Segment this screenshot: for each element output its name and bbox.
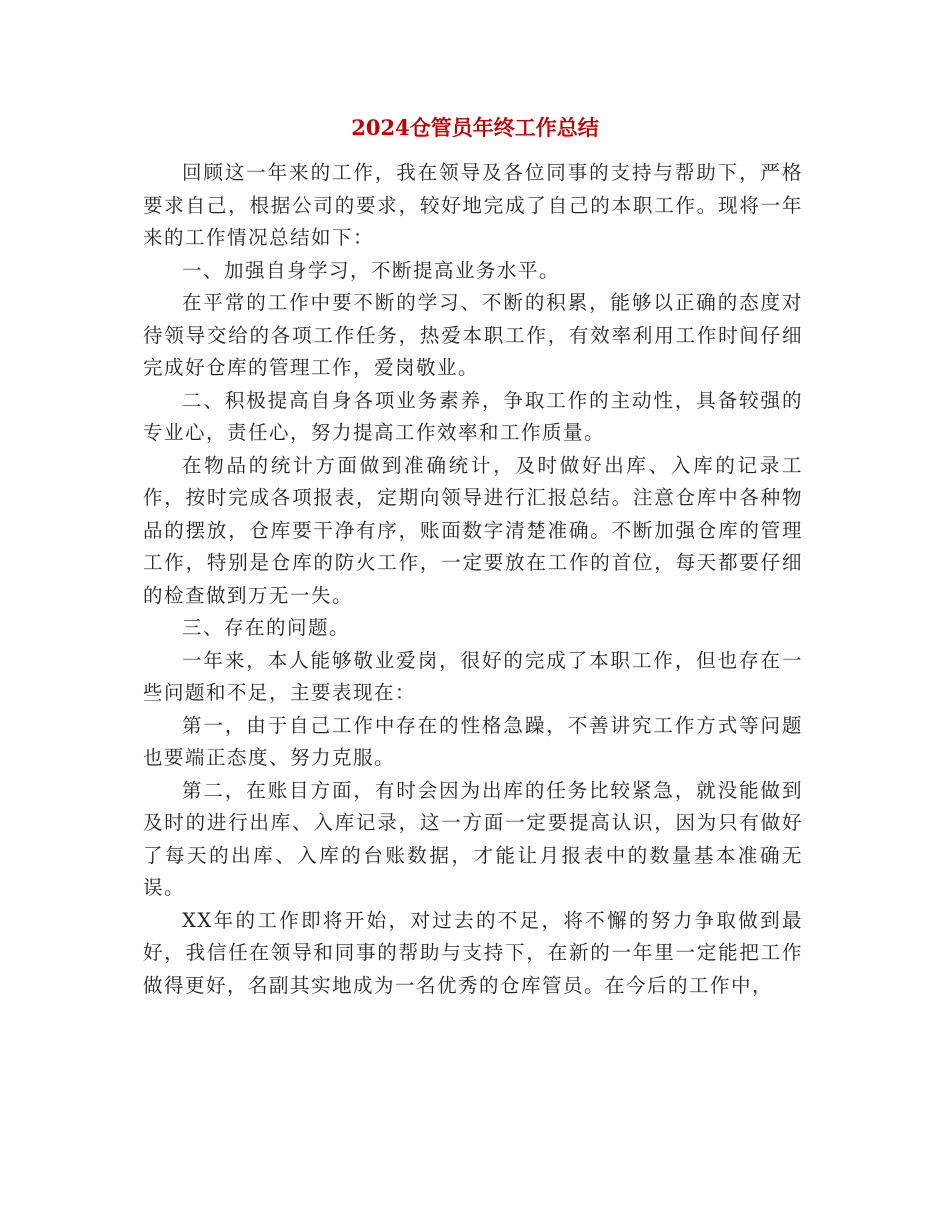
heading-section-3: 三、存在的问题。 <box>182 616 351 639</box>
heading-section-1: 一、加强自身学习，不断提高业务水平。 <box>182 258 561 282</box>
document-body <box>143 157 803 1002</box>
paragraph-section-3: 一年来，本人能够敬业爱岗，很好的完成了本职工作，但也存在一些问题和不足，主要表现在： <box>143 648 803 704</box>
paragraph-section-2: 在物品的统计方面做到准确统计，及时做好出库、入库的记录工作，按时完成各项报表，定期向领导进行汇报总结。注意仓库中各种物品的摆放，仓库要干净有序，账面数字清楚准确。不断加强仓库的管理工作，特别是仓库的防火工作，一定要放在工作的首位，每天都要仔细的检查做到万无一失。 <box>143 453 803 607</box>
document-title: 2024仓管员年终工作总结 <box>351 115 599 140</box>
heading-section-2: 二、积极提高自身各项业务素养，争取工作的主动性，具备较强的专业心，责任心，努力提高工作效率和工作质量。 <box>143 388 803 444</box>
paragraph-intro: 回顾这一年来的工作，我在领导及各位同事的支持与帮助下，严格要求自己，根据公司的要求，较好地完成了自己的本职工作。现将一年来的工作情况总结如下： <box>143 161 803 249</box>
paragraph-issue-1: 第一，由于自己工作中存在的性格急躁，不善讲究工作方式等问题也要端正态度、努力克服。 <box>143 713 803 769</box>
paragraph-issue-2: 第二，在账目方面，有时会因为出库的任务比较紧急，就没能做到及时的进行出库、入库记录，这一方面一定要提高认识，因为只有做好了每天的出库、入库的台账数据，才能让月报表中的数量基本准确无误。 <box>143 778 803 899</box>
paragraph-outlook: XX年的工作即将开始，对过去的不足，将不懈的努力争取做到最好，我信任在领导和同事的帮助与支持下，在新的一年里一定能把工作做得更好，名副其实地成为一名优秀的仓库管员。在今后的工作中， <box>143 908 803 997</box>
paragraph-section-1: 在平常的工作中要不断的学习、不断的积累，能够以正确的态度对待领导交给的各项工作任务，热爱本职工作，有效率利用工作时间仔细完成好仓库的管理工作，爱岗敬业。 <box>143 291 803 379</box>
